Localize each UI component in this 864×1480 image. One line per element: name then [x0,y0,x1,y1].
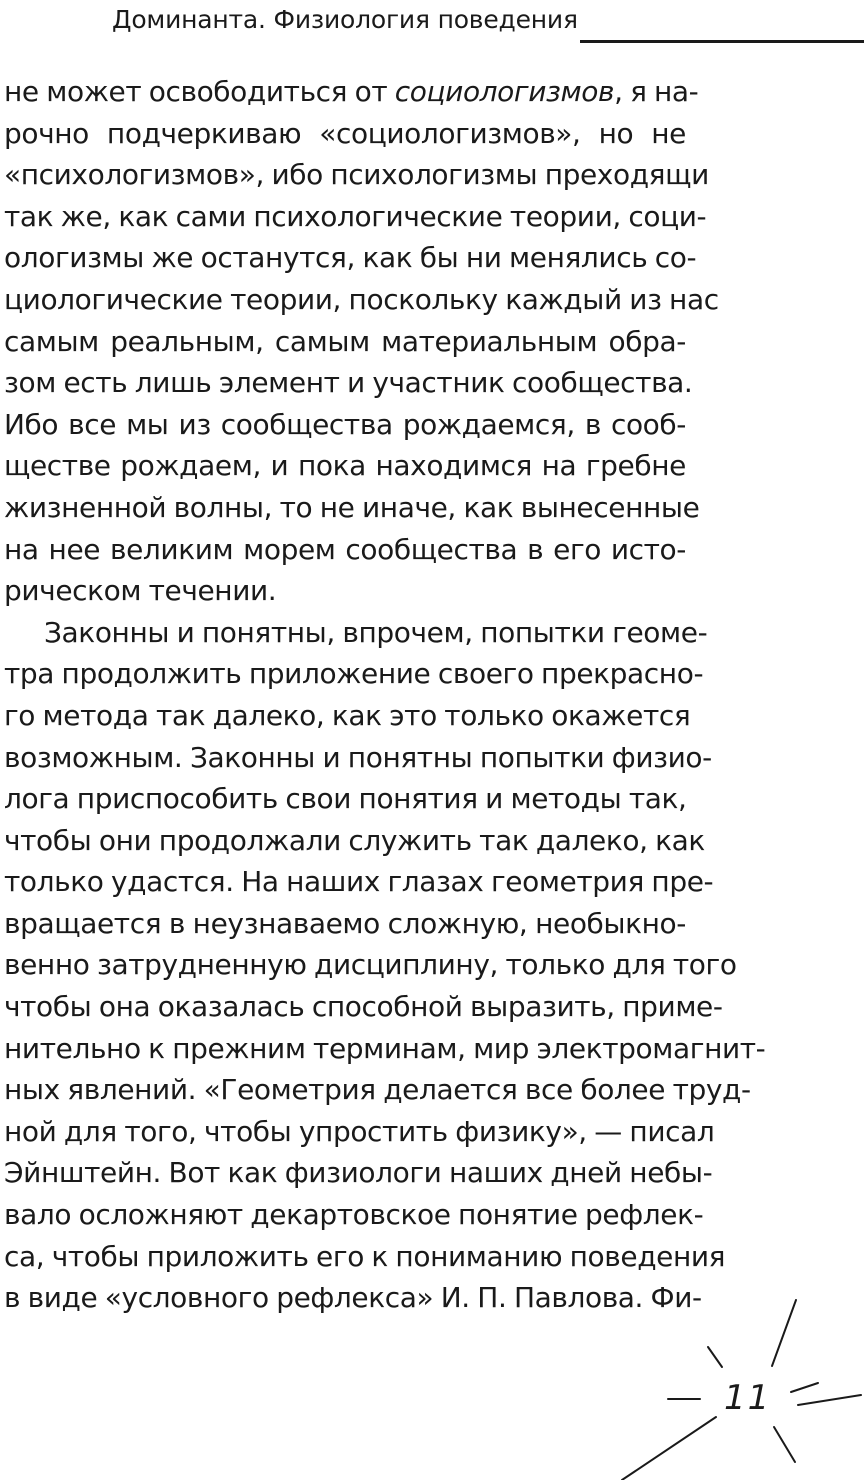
text-line: циологические теории, поскольку каждый из нас [4,282,719,316]
text-line: нительно к прежним терминам, мир электромагнит- [4,1031,766,1065]
page-number: 11 [724,1378,772,1418]
text-line: Законны и понятны, впрочем, попытки геоме- [44,615,708,649]
text-line: «психологизмов», ибо психологизмы преходящи [4,158,709,192]
text-line: лога приспособить свои понятия и методы так, [4,782,687,816]
text-line: только удастся. На наших глазах геометрия пре- [4,865,714,899]
text-line: зом есть лишь элемент и участник сообщества. [4,366,693,400]
text-line: рическом течении. [4,574,277,608]
ornament-ray [772,1300,796,1366]
text-line: го метода так далеко, как это только окажется [4,698,691,732]
running-head-title: Доминанта. Физиология поведения [112,5,578,34]
text-line: ществе рождаем, и пока находимся на гребне [4,449,686,483]
text-line: чтобы они продолжали служить так далеко, как [4,823,705,857]
text-line: на нее великим морем сообщества в его исто- [4,532,686,566]
text-line: жизненной волны, то не иначе, как вынесенные [4,490,700,524]
text-line: венно затрудненную дисциплину, только для того [4,948,737,982]
ornament-ray [622,1417,716,1480]
text-line: ных явлений. «Геометрия делается все более труд- [4,1073,751,1107]
text-line: Эйнштейн. Вот как физиологи наших дней небы- [4,1156,713,1190]
text-line: так же, как сами психологические теории, соци- [4,199,707,233]
ornament-ray [791,1383,818,1392]
text-line: рочно подчеркиваю «социологизмов», но не [4,116,686,150]
text-line: ной для того, чтобы упростить физику», — писал [4,1114,715,1148]
ornament-ray [774,1427,795,1462]
text-line: вало осложняют декартовское понятие рефлек- [4,1198,704,1232]
ornament-ray [798,1395,861,1405]
running-head-rule [580,40,864,43]
body-text [4,71,766,1319]
text-line: не может освободиться от социологизмов, я на- [4,75,699,108]
text-line: чтобы она оказалась способной выразить, приме- [4,990,723,1024]
text-line: ологизмы же останутся, как бы ни менялись со- [4,241,697,275]
text-line: са, чтобы приложить его к пониманию поведения [4,1239,726,1273]
text-line: Ибо все мы из сообщества рождаемся, в сооб- [4,407,686,441]
text-line: тра продолжить приложение своего прекрасно- [4,657,704,691]
ornament-ray [708,1347,722,1367]
text-line: возможным. Законны и понятны попытки физио- [4,740,712,774]
text-line: самым реальным, самым материальным обра- [4,324,686,358]
text-line: в виде «условного рефлекса» И. П. Павлова. Фи- [4,1281,702,1315]
text-line: вращается в неузнаваемо сложную, необыкно- [4,906,686,940]
